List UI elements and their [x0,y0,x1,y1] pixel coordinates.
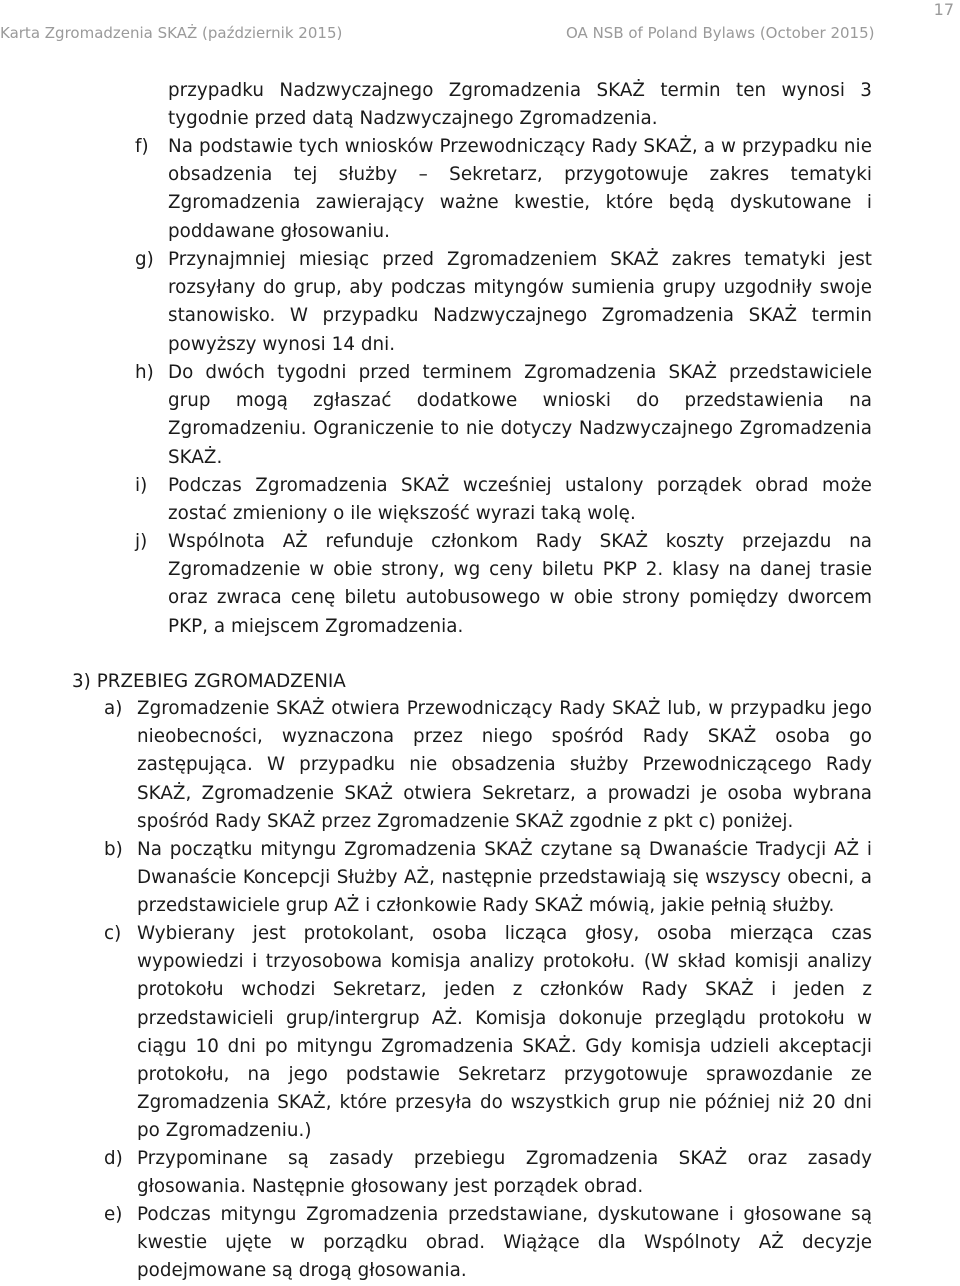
list-item-j [135,528,872,641]
list-item-text: Zgromadzenie SKAŻ otwiera Przewodniczący Rady SKAŻ lub, w przypadku jego nieobecności, wyznaczona przez niego spośród Rady SKAŻ osoba go zastępująca. W przypadku nie obsadzenia służby Przewodniczącego Rady SKAŻ, Zgromadzenie SKAŻ otwiera Sekretarz, a prowadzi je osoba wybrana spośród Rady SKAŻ przez Zgromadzenie SKAŻ zgodnie z pkt c) poniżej. [137,698,872,832]
section-heading [72,668,346,696]
list-item-text: Podczas mityngu Zgromadzenia przedstawiane, dyskutowane i głosowane są kwestie ujęte w porządku obrad. Wiążące dla Wspólnoty AŻ decyzje podejmowane są drogą głosowania. [137,1204,872,1282]
list-item-text: Do dwóch tygodni przed terminem Zgromadzenia SKAŻ przedstawiciele grup mogą zgłaszać dodatkowe wnioski do przedstawienia na Zgromadzeniu. Ograniczenie to nie dotyczy Nadzwyczajnego Zgromadzenia SKAŻ. [168,362,872,468]
list-item-a [104,695,872,836]
list-item-c [104,920,872,1146]
list-item-label: h) [135,362,154,383]
list-item-label: e) [104,1204,123,1225]
list-item-e [104,1201,872,1286]
list-item-label: i) [135,475,148,496]
list-item-d [104,1145,872,1201]
list-item-label: f) [135,136,149,157]
running-header-left: Karta Zgromadzenia SKAŻ (październik 2015) [0,24,343,42]
list-item-label: a) [104,698,123,719]
list-item-label: b) [104,839,123,860]
list-item-text: Na początku mityngu Zgromadzenia SKAŻ czytane są Dwanaście Tradycji AŻ i Dwanaście Koncepcji Służby AŻ, następnie przedstawiają się wszyscy obecni, a przedstawiciele grup AŻ i członkowie Rady SKAŻ mówią, jakie pełnią służby. [137,839,872,917]
running-header-right: OA NSB of Poland Bylaws (October 2015) [566,24,875,42]
list-item-f [135,133,872,246]
list-item-label: d) [104,1148,123,1169]
list-item-text: Przynajmniej miesiąc przed Zgromadzeniem SKAŻ zakres tematyki jest rozsyłany do grup, aby podczas mityngów sumienia grupy uzgodniły swoje stanowisko. W przypadku Nadzwyczajnego Zgromadzenia SKAŻ termin powyższy wynosi 14 dni. [168,249,872,355]
list-item-i [135,472,872,528]
list-item-text: Wspólnota AŻ refunduje członkom Rady SKAŻ koszty przejazdu na Zgromadzenie w obie strony, wg ceny biletu PKP 2. klasy na danej trasie oraz zwraca cenę biletu autobusowego w obie strony pomiędzy dworcem PKP, a miejscem Zgromadzenia. [168,531,872,637]
list-item-text: Wybierany jest protokolant, osoba licząca głosy, osoba mierząca czas wypowiedzi i trzyosobowa komisja analizy protokołu. (W skład komisji analizy protokołu wchodzi Sekretarz, jeden z członków Rady SKAŻ i jeden z przedstawicieli grup/intergrup AŻ. Komisja dokonuje przeglądu protokołu w ciągu 10 dni po mityngu Zgromadzenia SKAŻ. Gdy komisja udzieli akceptacji protokołu, na jego podstawie Sekretarz przygotowuje sprawozdanie ze Zgromadzenia SKAŻ, które przesyła do wszystkich grup nie później niż 20 dni po Zgromadzeniu.) [137,923,872,1142]
page-number: 17 [933,0,954,19]
list-item-text: Podczas Zgromadzenia SKAŻ wcześniej ustalony porządek obrad może zostać zmieniony o ile większość wyrazi taką wolę. [168,475,872,525]
list-item-b [104,836,872,921]
list-item-text: Przypominane są zasady przebiegu Zgromadzenia SKAŻ oraz zasady głosowania. Następnie głosowany jest porządek obrad. [137,1148,872,1198]
list-item-continuation: przypadku Nadzwyczajnego Zgromadzenia SKAŻ termin ten wynosi 3 tygodnie przed datą Nadzwyczajnego Zgromadzenia. [168,80,872,130]
list-item-label: g) [135,249,154,270]
list-item-label: c) [104,923,122,944]
list-item-g [135,246,872,359]
section-number: 3) [72,671,91,692]
list-item-label: j) [135,531,148,552]
section-title: PRZEBIEG ZGROMADZENIA [96,671,346,692]
list-item-h [135,359,872,472]
list-item-text: Na podstawie tych wniosków Przewodniczący Rady SKAŻ, a w przypadku nie obsadzenia tej służby – Sekretarz, przygotowuje zakres tematyki Zgromadzenia zawierający ważne kwestie, które będą dyskutowane i poddawane głosowaniu. [168,136,872,242]
